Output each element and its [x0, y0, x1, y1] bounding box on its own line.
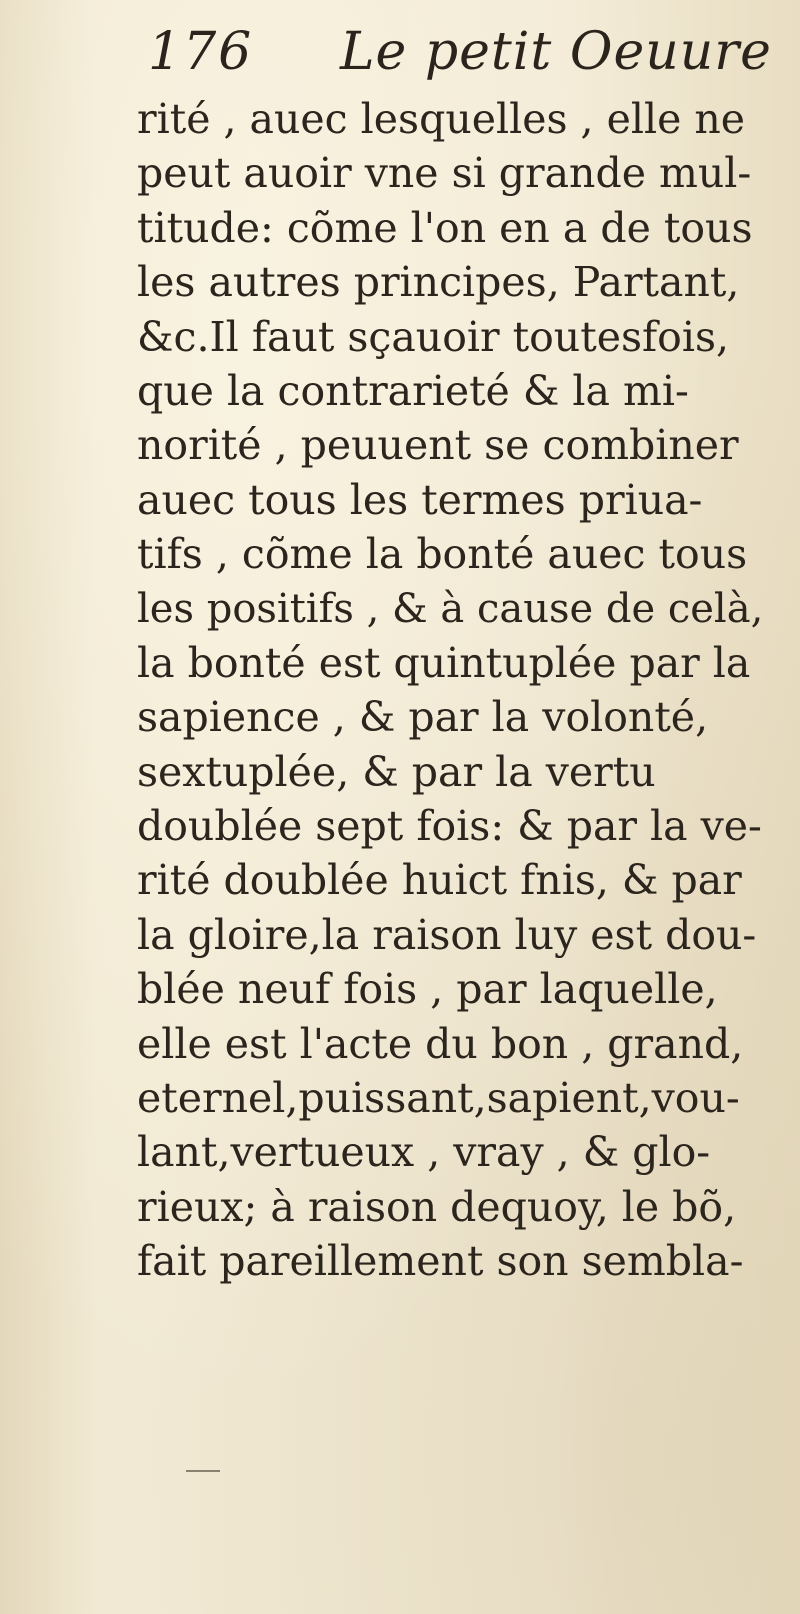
body-text	[137, 92, 777, 1289]
text-line: blée neuf fois , par laquelle,	[137, 965, 718, 1014]
text-line: rité doublée huict fnis, & par	[137, 856, 742, 905]
text-line: la gloire,la raison luy est dou-	[137, 910, 757, 959]
text-line: doublée sept fois: & par la ve-	[137, 802, 762, 851]
text-line: rité , auec lesquelles , elle ne	[137, 95, 746, 143]
page-header	[140, 18, 780, 88]
text-line: lant,vertueux , vray , & glo-	[137, 1128, 711, 1177]
text-line: peut auoir vne si grande mul-	[137, 149, 752, 198]
text-line: &c.Il faut sçauoir toutesfois,	[137, 312, 730, 361]
text-line: les positifs , & à cause de celà,	[137, 585, 764, 632]
text-line: les autres principes, Partant,	[137, 258, 740, 307]
running-title: Le petit Oeuure	[340, 22, 772, 82]
text-line: norité , peuuent se combiner	[137, 421, 739, 470]
text-line: titude: cõme l'on en a de tous	[137, 203, 753, 252]
page-number: 176	[148, 22, 254, 82]
text-line: tifs , cõme la bonté auec tous	[137, 530, 748, 579]
text-line: elle est l'acte du bon , grand,	[137, 1019, 744, 1068]
text-line: la bonté est quintuplée par la	[137, 638, 751, 687]
text-line: sextuplée, & par la vertu	[137, 747, 656, 796]
text-line: auec tous les termes priua-	[137, 475, 703, 524]
text-line: eternel,puissant,sapient,vou-	[137, 1074, 740, 1123]
text-line: sapience , & par la volonté,	[137, 693, 709, 742]
ink-mark	[186, 1470, 220, 1472]
text-line: rieux; à raison dequoy, le bõ,	[137, 1182, 737, 1231]
text-line: que la contrarieté & la mi-	[137, 366, 689, 415]
text-line: fait pareillement son sembla-	[137, 1237, 744, 1286]
